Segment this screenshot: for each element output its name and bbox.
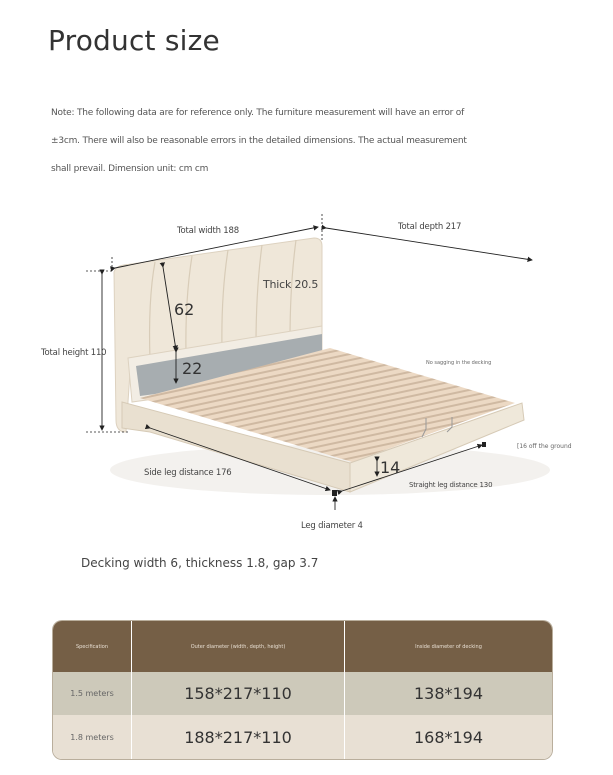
- leg-diameter-label: Leg diameter 4: [301, 521, 363, 531]
- leg: [482, 442, 486, 447]
- note-line: ±3cm. There will also be reasonable errors in the detailed dimensions. The actual measurement: [51, 136, 467, 146]
- thick-label: Thick 20.5: [263, 278, 319, 291]
- cell-outer: 188*217*110: [132, 715, 345, 759]
- off-ground-label: [16 off the ground: [517, 443, 572, 450]
- note-line: Note: The following data are for reference only. The furniture measurement will have an error of: [51, 108, 465, 118]
- total-depth-label: Total depth 217: [398, 222, 462, 232]
- decking-spec: Decking width 6, thickness 1.8, gap 3.7: [81, 556, 319, 570]
- straight-leg-label: Straight leg distance 130: [409, 481, 493, 489]
- side-leg-label: Side leg distance 176: [144, 468, 232, 478]
- size-table: [53, 621, 552, 759]
- no-sagging-label: No sagging in the decking: [426, 360, 492, 366]
- headboard-height-label: 62: [174, 300, 195, 319]
- table-header-row: [53, 621, 552, 672]
- total-width-label: Total width 188: [177, 226, 239, 236]
- table-row: [53, 672, 552, 715]
- cell-inside: 168*194: [413, 727, 484, 747]
- leg: [332, 490, 337, 496]
- header-specification: Specification: [53, 621, 132, 672]
- frame-height-label: 14: [380, 458, 401, 477]
- cell-spec: 1.8 meters: [53, 715, 132, 759]
- panel-height-label: 22: [182, 359, 203, 378]
- table-row: [53, 715, 552, 759]
- header-inside-diameter: Inside diameter of decking: [415, 643, 482, 650]
- depth-dimension-line: [326, 228, 532, 260]
- cell-inside: 138*194: [413, 684, 484, 703]
- header-outer-diameter: Outer diameter (width, depth, height): [132, 621, 345, 672]
- note-line: shall prevail. Dimension unit: cm cm: [51, 164, 209, 174]
- page-title: Product size: [48, 24, 220, 57]
- total-height-label: Total height 110: [41, 348, 107, 358]
- cell-spec: 1.5 meters: [53, 672, 132, 715]
- cell-outer: 158*217*110: [132, 672, 345, 715]
- bed-diagram: [0, 200, 613, 545]
